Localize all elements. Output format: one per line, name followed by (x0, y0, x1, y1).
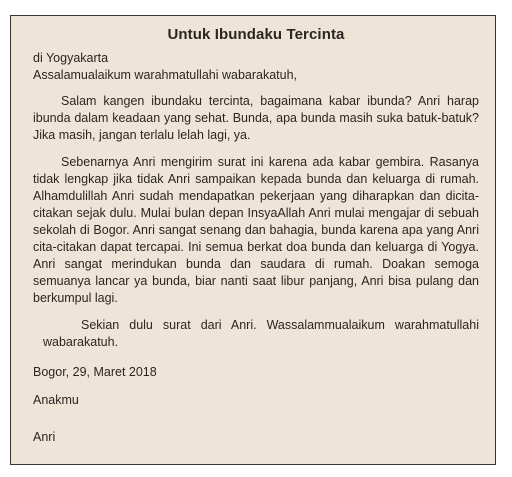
letter-paragraph-2: Sebenarnya Anri mengirim surat ini karena ada kabar gembira. Rasanya tidak lengkap jika tidak Anri sampaikan kepada bunda dan keluarga di rumah. Alhamdulillah Anri sudah mendapatkan pekerjaan yang diharapkan dan dicita-citakan sejak dulu. Mulai bulan depan InsyaAllah Anri mulai mengajar di sebuah sekolah di Bogor. Anri sangat senang dan bahagia, bunda karena apa yang Anri cita-citakan dapat tercapai. Ini semua berkat doa bunda dan keluarga di Yogya. Anri sangat merindukan bunda dan saudara di rumah. Doakan semoga semuanya lancar ya bunda, biar nanti saat libur panjang, Anri bisa pulang dan berkumpul lagi. (33, 155, 479, 305)
letter-location: di Yogyakarta (33, 51, 109, 65)
letter-sender-name: Anri (33, 430, 56, 444)
letter-card (10, 15, 496, 465)
letter-greeting: Assalamualaikum warahmatullahi wabarakatuh, (33, 68, 298, 82)
letter-closing: Sekian dulu surat dari Anri. Wassalammualaikum warahmatullahi wabarakatuh. (43, 318, 479, 349)
letter-title: Untuk Ibundaku Tercinta (167, 26, 345, 43)
letter-date: Bogor, 29, Maret 2018 (33, 365, 157, 379)
letter-paragraph-1: Salam kangen ibundaku tercinta, bagaimana kabar ibunda? Anri harap ibunda dalam keadaan yang sehat. Bunda, apa bunda masih suka batuk-batuk? Jika masih, jangan terlalu lelah lagi, ya. (33, 94, 479, 142)
letter-sender-label: Anakmu (33, 393, 79, 407)
